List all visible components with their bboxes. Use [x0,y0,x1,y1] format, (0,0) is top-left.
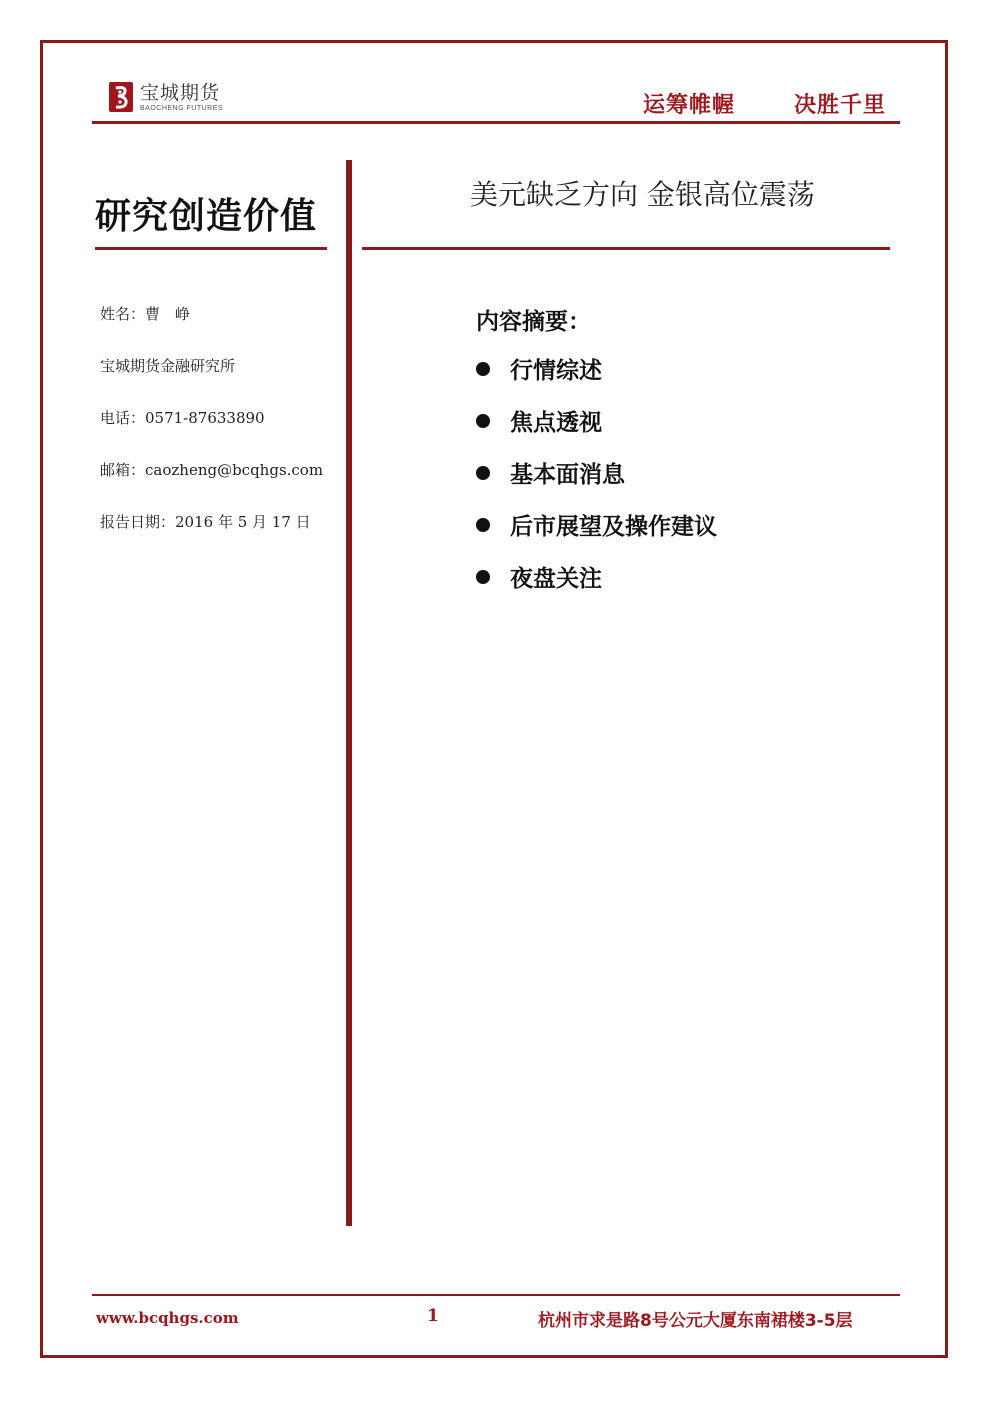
bullet-icon [476,570,490,584]
summary-item [476,352,602,385]
summary-item [476,456,625,489]
sidebar-title: 研究创造价值 [95,196,318,237]
summary-item [476,508,717,541]
summary-heading: 内容摘要： [476,309,591,335]
footer-website[interactable]: www.bcqhgs.com [96,1309,239,1327]
report-title-underline [362,247,890,250]
summary-item [476,404,602,437]
bullet-icon [476,466,490,480]
bullet-icon [476,518,490,532]
author-name: 姓名：曹 峥 [100,305,191,323]
header-divider [92,121,900,124]
summary-item-label: 行情综述 [510,358,602,384]
summary-item-label: 夜盘关注 [510,566,602,592]
logo-text-cn: 宝城期货 [140,81,221,104]
report-date: 报告日期：2016 年 5 月 17 日 [100,513,311,531]
bullet-icon [476,414,490,428]
footer-divider [92,1294,900,1296]
logo-text-en: BAOCHENG FUTURES [140,104,224,112]
page-number: 1 [427,1306,439,1326]
company-logo [108,78,223,116]
slogan-right: 决胜千里 [794,93,887,118]
bullet-icon [476,362,490,376]
summary-item [476,560,602,593]
summary-item-label: 焦点透视 [510,410,602,436]
footer-address: 杭州市求是路8号公元大厦东南裙楼3-5层 [538,1311,853,1331]
phone: 电话：0571-87633890 [100,409,265,427]
summary-item-label: 基本面消息 [510,462,625,488]
sidebar-title-underline [95,247,327,250]
report-title: 美元缺乏方向 金银高位震荡 [470,178,815,211]
summary-item-label: 后市展望及操作建议 [510,514,717,540]
organization: 宝城期货金融研究所 [100,357,236,375]
baocheng-logo-icon [108,81,134,113]
email: 邮箱：caozheng@bcqhgs.com [100,461,324,479]
slogan-left: 运筹帷幄 [643,93,736,118]
column-divider [346,160,352,1226]
